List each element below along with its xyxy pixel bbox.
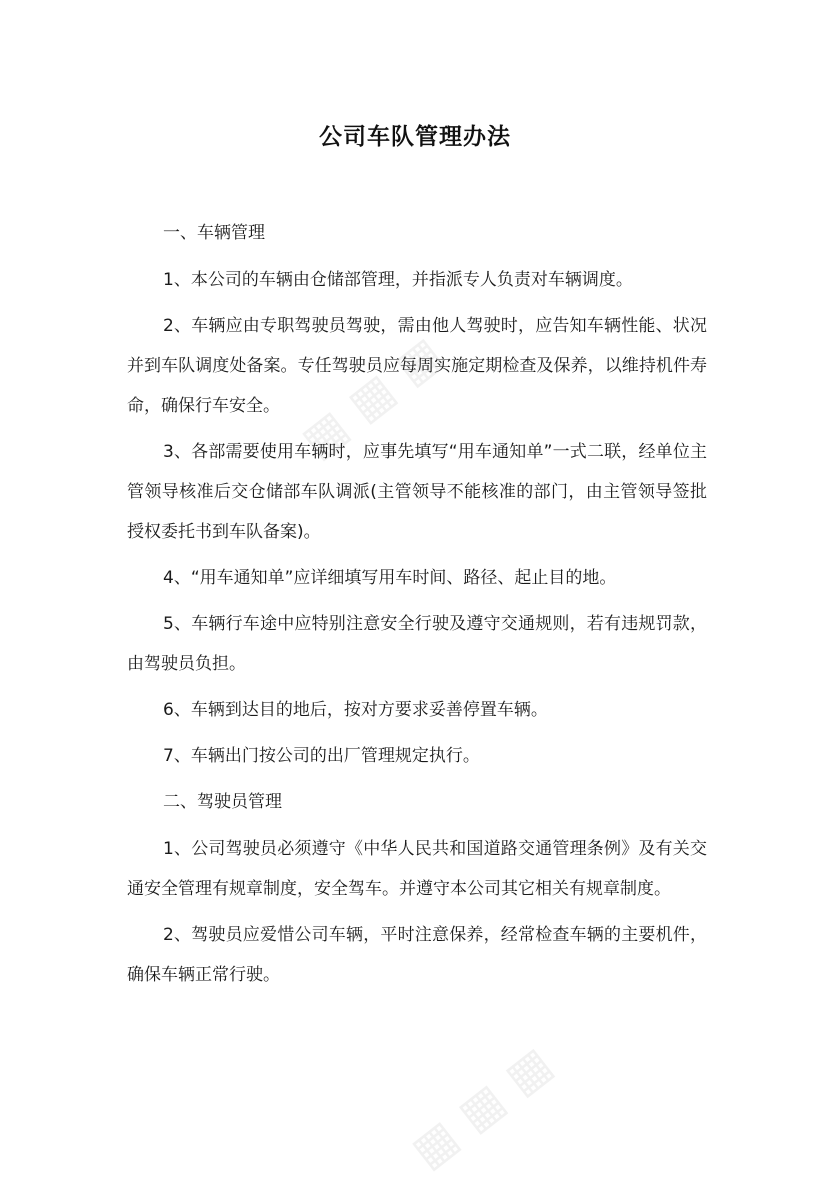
watermark-graphic: ▦ ▦ ▦ [290, 325, 452, 469]
paragraph: 2、车辆应由专职驾驶员驾驶，需由他人驾驶时，应告知车辆性能、状况并到车队调度处备案。专任驾驶员应每周实施定期检查及保养，以维持机件寿命，确保行车安全。 [127, 316, 707, 416]
watermark-graphic: ▦ ▦ ▦ [400, 1035, 562, 1178]
document-title: 公司车队管理办法 [319, 124, 511, 150]
paragraph: 3、各部需要使用车辆时，应事先填写“用车通知单”一式二联，经单位主管领导核准后交仓储部车队调派(主管领导不能核准的部门，由主管领导签批授权委托书到车队备案)。 [127, 442, 707, 542]
paragraph: 2、驾驶员应爱惜公司车辆，平时注意保养，经常检查车辆的主要机件，确保车辆正常行驶。 [127, 925, 707, 985]
section-heading: 一、车辆管理 [163, 223, 265, 243]
paragraph: 1、公司驾驶员必须遵守《中华人民共和国道路交通管理条例》及有关交通安全管理有规章制度，安全驾车。并遵守本公司其它相关有规章制度。 [127, 839, 707, 899]
paragraph: 6、车辆到达目的地后，按对方要求妥善停置车辆。 [163, 700, 548, 720]
paragraph: 4、“用车通知单”应详细填写用车时间、路径、起止目的地。 [163, 568, 617, 588]
section-heading: 二、驾驶员管理 [163, 792, 282, 812]
paragraph: 1、本公司的车辆由仓储部管理，并指派专人负责对车辆调度。 [163, 270, 633, 290]
paragraph: 5、车辆行车途中应特别注意安全行驶及遵守交通规则，若有违规罚款，由驾驶员负担。 [127, 614, 707, 674]
paragraph: 7、车辆出门按公司的出厂管理规定执行。 [163, 746, 480, 766]
document-body [127, 213, 707, 1001]
